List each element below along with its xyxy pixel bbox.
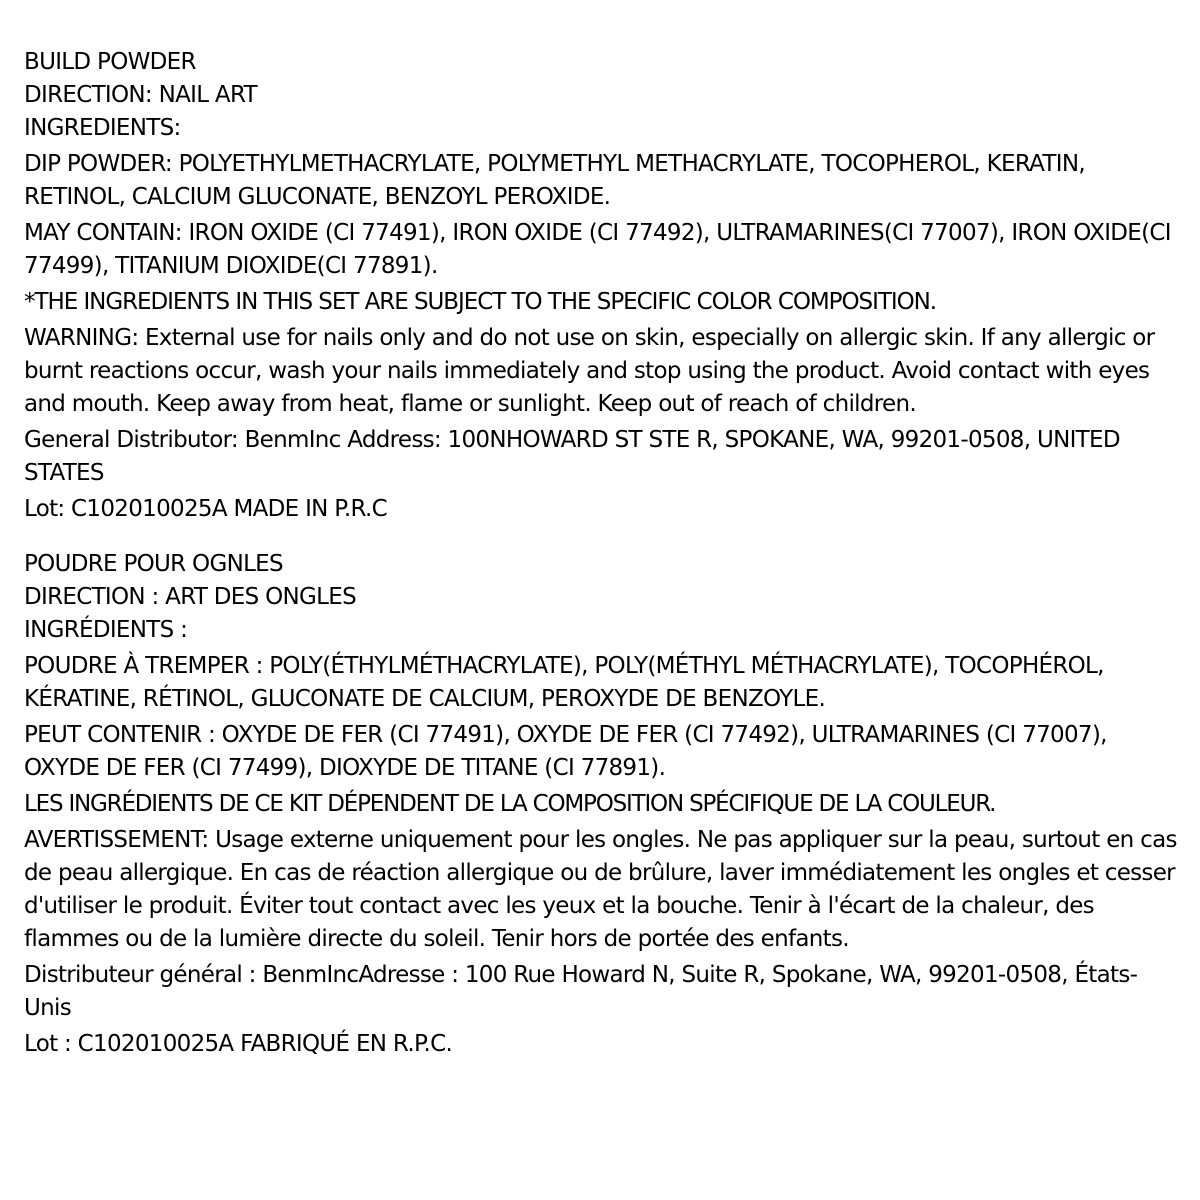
dip-powder-ingredients-fr: POUDRE À TREMPER : POLY(ÉTHYLMÉTHACRYLATE), POLY(MÉTHYL MÉTHACRYLATE), TOCOPHÉROL, KÉRATINE, RÉTINOL, GLUCONATE DE CALCIUM, PEROXYDE DE BENZOYLE. xyxy=(24,653,1104,712)
lot-text-fr: Lot : C102010025A FABRIQUÉ EN R.P.C. xyxy=(24,1031,453,1057)
product-label-document xyxy=(24,46,1180,1061)
ingredients-heading-fr: INGRÉDIENTS : xyxy=(24,617,188,643)
may-contain-text: MAY CONTAIN: IRON OXIDE (CI 77491), IRON OXIDE (CI 77492), ULTRAMARINES(CI 77007), IRON OXIDE(CI 77499), TITANIUM DIOXIDE(CI 77891). xyxy=(24,220,1171,279)
warning-text: WARNING: External use for nails only and do not use on skin, especially on allergic skin. If any allergic or burnt reactions occur, wash your nails immediately and stop using the product. Avoid contact with eyes and mouth. Keep away from heat, flame or sunlight. Keep out of reach of children. xyxy=(24,325,1155,417)
distributor-text-fr: Distributeur général : BenmIncAdresse : 100 Rue Howard N, Suite R, Spokane, WA, 99201-0508, États-Unis xyxy=(24,962,1138,1021)
english-section xyxy=(24,46,1180,526)
ingredients-note: *THE INGREDIENTS IN THIS SET ARE SUBJECT TO THE SPECIFIC COLOR COMPOSITION. xyxy=(24,289,937,315)
direction-text: DIRECTION: NAIL ART xyxy=(24,82,257,108)
french-section xyxy=(24,548,1180,1061)
ingredients-note-fr: LES INGRÉDIENTS DE CE KIT DÉPENDENT DE LA COMPOSITION SPÉCIFIQUE DE LA COULEUR. xyxy=(24,791,996,817)
warning-text-fr: AVERTISSEMENT: Usage externe uniquement pour les ongles. Ne pas appliquer sur la peau, surtout en cas de peau allergique. En cas de réaction allergique ou de brûlure, laver immédiatement les ongles et cesser d'utiliser le produit. Éviter tout contact avec les yeux et la bouche. Tenir à l'écart de la chaleur, des flammes ou de la lumière directe du soleil. Tenir hors de portée des enfants. xyxy=(24,827,1177,952)
ingredients-heading: INGREDIENTS: xyxy=(24,115,181,141)
lot-text: Lot: C102010025A MADE IN P.R.C xyxy=(24,496,387,522)
direction-text-fr: DIRECTION : ART DES ONGLES xyxy=(24,584,357,610)
product-title: BUILD POWDER xyxy=(24,49,196,75)
may-contain-text-fr: PEUT CONTENIR : OXYDE DE FER (CI 77491), OXYDE DE FER (CI 77492), ULTRAMARINES (CI 77007), OXYDE DE FER (CI 77499), DIOXYDE DE TITANE (CI 77891). xyxy=(24,722,1107,781)
product-title-fr: POUDRE POUR OGNLES xyxy=(24,551,283,577)
dip-powder-ingredients: DIP POWDER: POLYETHYLMETHACRYLATE, POLYMETHYL METHACRYLATE, TOCOPHEROL, KERATIN, RETINOL, CALCIUM GLUCONATE, BENZOYL PEROXIDE. xyxy=(24,151,1085,210)
distributor-text: General Distributor: BenmInc Address: 100NHOWARD ST STE R, SPOKANE, WA, 99201-0508, UNITED STATES xyxy=(24,427,1120,486)
